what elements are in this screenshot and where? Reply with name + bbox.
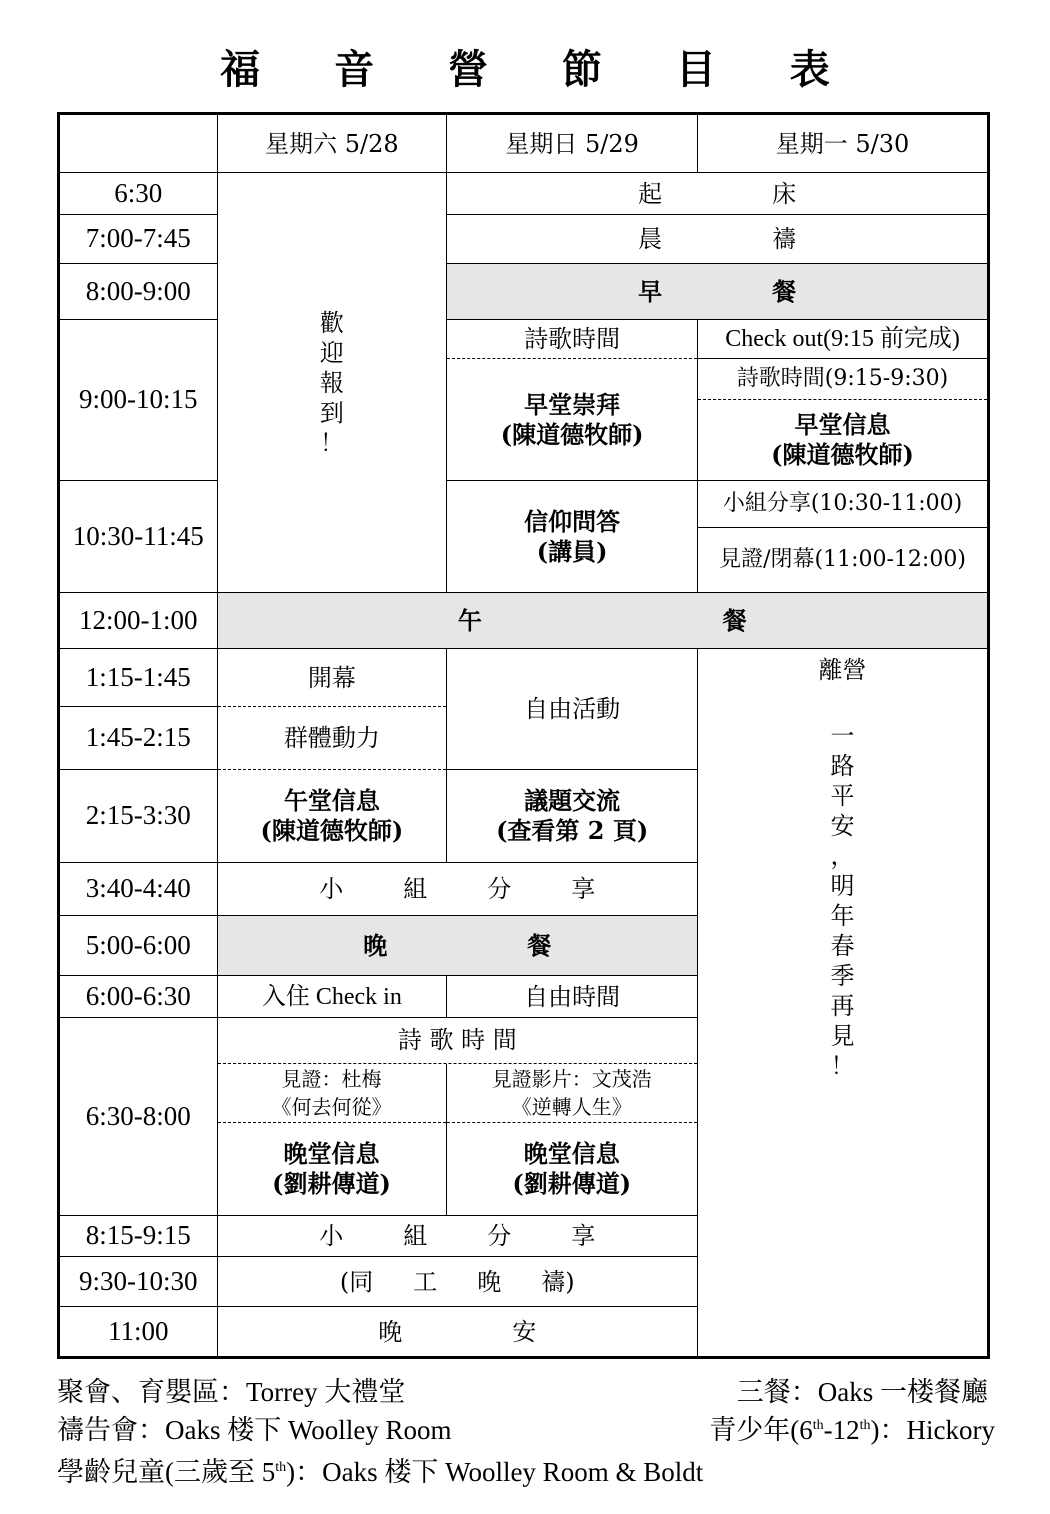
sun-free-time: 自由時間 bbox=[447, 976, 698, 1018]
evening-block bbox=[217, 1018, 698, 1216]
time-cell: 10:30-11:45 bbox=[59, 481, 218, 593]
time-cell: 9:00-10:15 bbox=[59, 320, 218, 481]
evening-hymn: 詩 歌 時 間 bbox=[218, 1018, 698, 1064]
sat-checkin: 入住 Check in bbox=[217, 976, 447, 1018]
day-header-sun: 星期日 5/29 bbox=[447, 114, 698, 173]
day-header-mon: 星期一 5/30 bbox=[698, 114, 989, 173]
sun-worship-title: 早堂崇拜 bbox=[524, 389, 621, 419]
time-cell: 6:30 bbox=[59, 173, 218, 215]
sun-morning bbox=[447, 320, 698, 481]
good-night: 晚 安 bbox=[217, 1307, 698, 1358]
time-cell: 9:30-10:30 bbox=[59, 1257, 218, 1307]
page-title: 福 音 營 節 目 表 bbox=[220, 46, 860, 93]
sat-opening: 開幕 bbox=[217, 649, 447, 707]
mon-late-morning bbox=[698, 481, 989, 593]
time-cell: 6:00-6:30 bbox=[59, 976, 218, 1018]
corner-cell bbox=[59, 114, 218, 173]
mon-morning bbox=[698, 320, 989, 481]
footer-meals: 三餐：Oaks 一楼餐廳 bbox=[736, 1377, 988, 1407]
sun-qa: 信仰問答 (講員) bbox=[447, 481, 698, 593]
mon-msg-speaker: (陳道德牧師) bbox=[771, 440, 914, 469]
sat-testimony: 見證：杜梅 bbox=[281, 1067, 382, 1091]
sun-eve-speaker: (劉耕傳道) bbox=[512, 1169, 632, 1198]
sun-topic: 議題交流 (查看第 2 頁) bbox=[447, 770, 698, 863]
mon-checkout: Check out(9:15 前完成) bbox=[698, 320, 987, 359]
time-cell: 6:30-8:00 bbox=[59, 1018, 218, 1216]
mon-msg-title: 早堂信息 bbox=[794, 410, 891, 439]
sat-welcome: 歡 迎 報 到 ！ bbox=[217, 173, 447, 593]
time-cell: 1:15-1:45 bbox=[59, 649, 218, 707]
dinner: 晚 餐 bbox=[217, 916, 698, 976]
schedule-table bbox=[57, 112, 990, 1359]
sat-testimony-title: 《何去何從》 bbox=[271, 1095, 392, 1119]
time-cell: 8:15-9:15 bbox=[59, 1216, 218, 1257]
footer-children: 學齡兒童(三歲至 5th)：Oaks 楼下 Woolley Room & Boldt bbox=[57, 1457, 704, 1487]
wake-up: 起 床 bbox=[447, 173, 989, 215]
sun-eve-title: 晚堂信息 bbox=[523, 1139, 620, 1168]
footer-youth: 青少年(6th-12th)：Hickory bbox=[709, 1415, 995, 1445]
small-group-evening: 小 組 分 享 bbox=[217, 1216, 698, 1257]
sun-testimony-video-title: 《逆轉人生》 bbox=[511, 1095, 632, 1119]
sat-eve-title: 晚堂信息 bbox=[283, 1139, 380, 1168]
sat-eve-speaker: (劉耕傳道) bbox=[272, 1169, 391, 1198]
time-cell: 7:00-7:45 bbox=[59, 215, 218, 264]
breakfast: 早 餐 bbox=[447, 264, 989, 320]
sun-worship-speaker: (陳道德牧師) bbox=[500, 419, 644, 449]
time-cell: 1:45-2:15 bbox=[59, 707, 218, 770]
mon-farewell: 離營 一 路 平 安 ， 明 年 春 季 再 見 ！ bbox=[698, 649, 989, 1358]
sat-afternoon-message: 午堂信息 (陳道德牧師) bbox=[217, 770, 447, 863]
sun-free-activity: 自由活動 bbox=[447, 649, 698, 770]
footer-prayer: 禱告會：Oaks 楼下 Woolley Room bbox=[57, 1415, 452, 1445]
mon-share: 小組分享(10:30-11:00) bbox=[698, 481, 987, 528]
time-cell: 2:15-3:30 bbox=[59, 770, 218, 863]
sun-hymn: 詩歌時間 bbox=[447, 320, 697, 359]
time-cell: 5:00-6:00 bbox=[59, 916, 218, 976]
time-cell: 8:00-9:00 bbox=[59, 264, 218, 320]
morning-prayer: 晨 禱 bbox=[447, 215, 989, 264]
footer-venue: 聚會、育嬰區：Torrey 大禮堂 bbox=[57, 1377, 406, 1407]
sun-testimony-video: 見證影片：文茂浩 bbox=[491, 1067, 652, 1091]
small-group-afternoon: 小 組 分 享 bbox=[217, 863, 698, 916]
mon-closing: 見證/閉幕(11:00-12:00) bbox=[719, 547, 966, 572]
time-cell: 11:00 bbox=[59, 1307, 218, 1358]
staff-prayer: (同 工 晚 禱) bbox=[217, 1257, 698, 1307]
sat-group-dynamics: 群體動力 bbox=[217, 707, 447, 770]
lunch: 午 餐 bbox=[217, 593, 989, 649]
day-header-sat: 星期六 5/28 bbox=[217, 114, 447, 173]
mon-hymn: 詩歌時間(9:15-9:30) bbox=[698, 359, 987, 400]
time-cell: 3:40-4:40 bbox=[59, 863, 218, 916]
time-cell: 12:00-1:00 bbox=[59, 593, 218, 649]
